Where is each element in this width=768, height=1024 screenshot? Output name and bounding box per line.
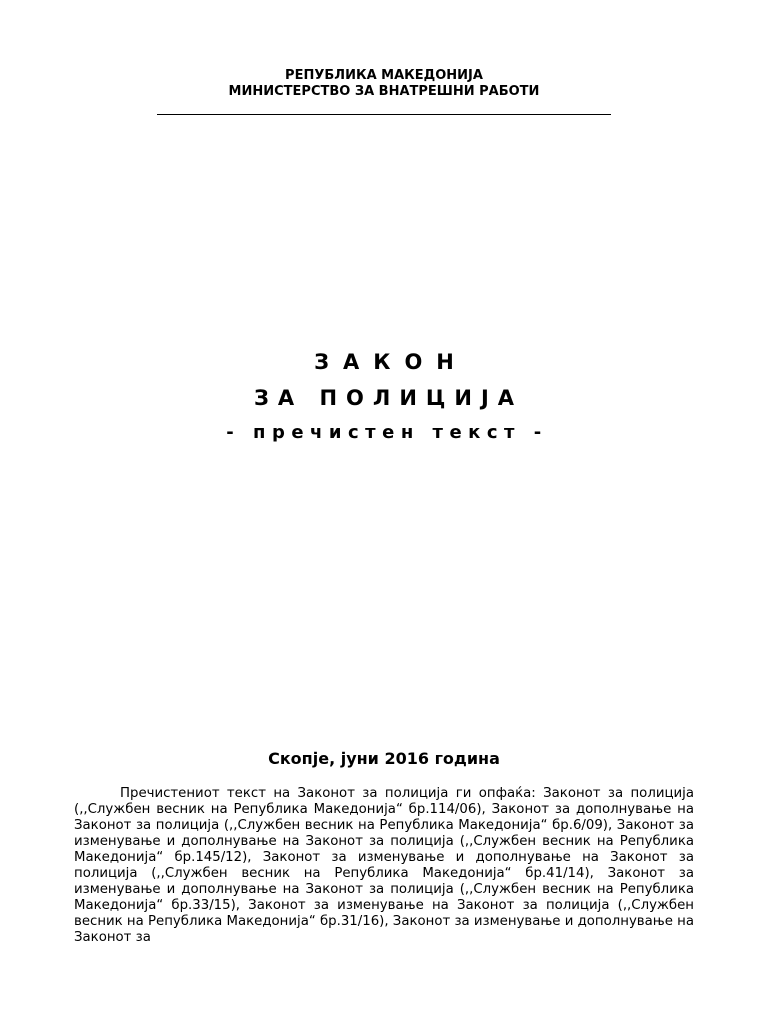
header-ministry: МИНИСТЕРСТВО ЗА ВНАТРЕШНИ РАБОТИ: [228, 84, 540, 99]
body-paragraph: Пречистениот текст на Законот за полиција ги опфаќа: Законот за полиција (,,Службен весник на Република Македонија“ бр.114/06), Законот за дополнување на Законот за полиција (,,Службен весник на Република Македонија“ бр.6/09), Законот за изменување и дополнување на Законот за полиција (,,Службен весник на Република Македонија“ бр.145/12), Законот за изменување и дополнување на Законот за полиција (,,Службен весник на Република Македонија“ бр.41/14), Законот за изменување и дополнување на Законот за полиција (,,Службен весник на Република Македонија“ бр.33/15), Законот за изменување на Законот за полиција (,,Службен весник на Република Македонија“ бр.31/16), Законот за изменување и дополнување на Законот за: [74, 786, 694, 945]
header-country: РЕПУБЛИКА МАКЕДОНИЈА: [285, 68, 483, 83]
place-and-date: Скопје, јуни 2016 година: [268, 749, 500, 768]
document-title: ЗАКОН: [314, 350, 468, 374]
document-header: [0, 68, 768, 100]
document-subtitle: ЗА ПОЛИЦИЈА: [253, 386, 524, 410]
document-edition-note: - пречистен текст -: [226, 422, 548, 443]
header-divider: [157, 114, 611, 115]
